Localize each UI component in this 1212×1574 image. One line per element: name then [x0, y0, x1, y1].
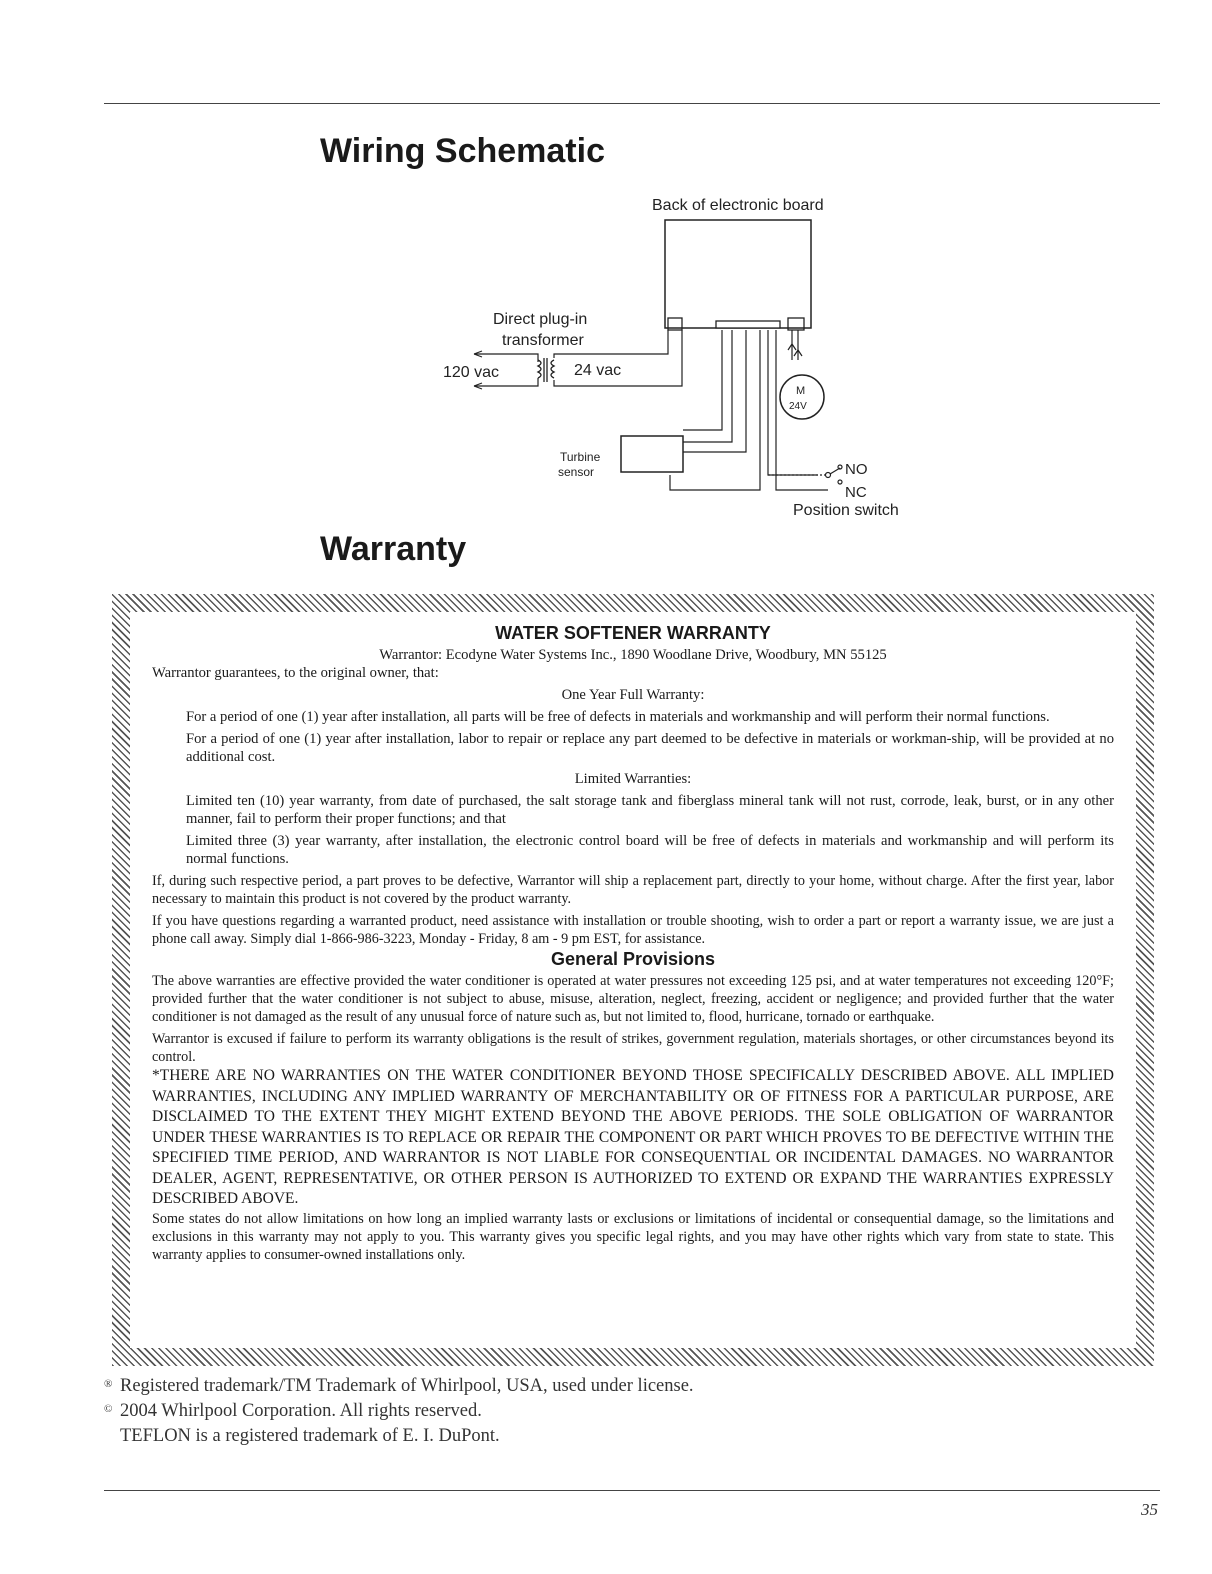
motor-icon: [780, 375, 824, 419]
one-year-title: One Year Full Warranty:: [561, 687, 705, 703]
trademark-footnote: [104, 1374, 694, 1399]
top-rule: [104, 103, 1160, 104]
general-provisions-text-1: The above warranties are effective provided the water conditioner is operated at water pressures not exceeding 125 psi, and at water temperatures not exceeding 120°F; provided further that the water conditioner is not subject to abuse, misuse, alteration, neglect, freezing, accident or negligence; and provided further that the water conditioner is not damaged as the result of any unusual force of nature such as, but not limited to, flood, hurricane, tornado or earthquake.: [152, 973, 1114, 1025]
one-year-parts: For a period of one (1) year after installation, all parts will be free of defects in materials and workmanship and will perform their normal functions.: [186, 709, 1050, 725]
bottom-rule: [104, 1490, 1160, 1491]
page-number: 35: [1141, 1500, 1158, 1519]
registered-symbol: ®: [104, 1378, 113, 1390]
motor-label-m: M: [796, 385, 806, 397]
switch-nc-label: NC: [845, 484, 867, 501]
board-label: Back of electronic board: [652, 197, 824, 214]
turbine-label-line-2: sensor: [558, 465, 595, 479]
teflon-footnote: [104, 1424, 694, 1449]
board-connector-center: [716, 321, 780, 328]
transformer-label-line-2: transformer: [502, 332, 584, 349]
transformer-coil-icon: [538, 358, 554, 382]
defective-part-text: If, during such respective period, a part proves to be defective, Warrantor will ship a replacement part, directly to your home, without charge. After the first year, labor necessary to maintain this product is not covered by the product warranty.: [152, 873, 1114, 907]
input-voltage-label: 120 vac: [443, 364, 500, 381]
warranty-disclaimer: *THERE ARE NO WARRANTIES ON THE WATER CONDITIONER BEYOND THOSE SPECIFICALLY DESCRIBED ABOVE. ALL IMPLIED WARRANTIES, INCLUDING ANY IMPLIED WARRANTY OF MERCHANTABILITY OR OF FITNESS FOR A PARTICULAR PURPOSE, ARE DISCLAIMED TO THE EXTENT THEY MIGHT EXTEND BEYOND THE ABOVE PERIODS. THE SOLE OBLIGATION OF WARRANTOR UNDER THESE WARRANTIES IS TO REPLACE OR REPAIR THE COMPONENT OR PART WHICH PROVES TO BE DEFECTIVE WITHIN THE SPECIFIED TIME PERIOD, AND WARRANTOR IS NOT LIABLE FOR CONSEQUENTIAL OR INCIDENTAL DAMAGES. NO WARRANTOR DEALER, AGENT, REPRESENTATIVE, OR OTHER PERSON IS AUTHORIZED TO EXTEND OR EXPAND THE WARRANTIES EXPRESSLY DESCRIBED ABOVE.: [152, 1067, 1114, 1207]
warranty-box: [112, 594, 1154, 1366]
copyright-symbol: ©: [104, 1403, 113, 1415]
motor-leads: [788, 330, 802, 360]
turbine-sensor-box: [621, 436, 683, 472]
state-rights-text: Some states do not allow limitations on how long an implied warranty lasts or exclusions or limitations of incidental or consequential damage, so the limitations and exclusions in this warranty may not apply to you. This warranty gives you specific legal rights, and you may have other rights which vary from state to state. This warranty applies to consumer-owned installations only.: [152, 1210, 1114, 1263]
electronic-board: [665, 220, 811, 328]
general-provisions-text-2: Warrantor is excused if failure to perform its warranty obligations is the result of strikes, government regulation, materials shortages, or other circumstances beyond its control.: [152, 1031, 1114, 1065]
guarantee-line: Warrantor guarantees, to the original owner, that:: [152, 665, 439, 681]
warranty-box-content: [130, 612, 1136, 1348]
wiring-schematic-title: Wiring Schematic: [320, 132, 605, 170]
wiring-schematic-diagram: [430, 190, 930, 520]
warranty-title: Warranty: [320, 530, 467, 568]
general-provisions-heading: General Provisions: [550, 949, 716, 969]
limited-three-year: Limited three (3) year warranty, after installation, the electronic control board will be free of defects in materials and workmanship and will perform its normal functions.: [186, 833, 1114, 867]
teflon-text: TEFLON is a registered trademark of E. I. DuPont.: [120, 1426, 500, 1446]
copyright-footnote: [104, 1399, 694, 1424]
output-voltage-label: 24 vac: [574, 362, 622, 379]
limited-ten-year: Limited ten (10) year warranty, from date of purchased, the salt storage tank and fiberglass mineral tank will not rust, corrode, leak, burst, or in any other manner, fail to perform their proper functions; and that: [186, 793, 1114, 827]
warranty-heading: WATER SOFTENER WARRANTY: [495, 623, 771, 643]
limited-title: Limited Warranties:: [574, 771, 692, 787]
transformer-label-line-1: Direct plug-in: [493, 311, 588, 328]
switch-no-label: NO: [845, 461, 868, 478]
turbine-label-line-1: Turbine: [560, 450, 601, 464]
questions-text: If you have questions regarding a warranted product, need assistance with installation or trouble shooting, wish to order a part or report a warranty issue, we are just a phone call away. Simply dial 1-866-986-3223, Monday - Friday, 8 am - 9 pm EST, for assistance.: [152, 913, 1114, 947]
footnotes: [104, 1374, 694, 1449]
copyright-text: 2004 Whirlpool Corporation. All rights reserved.: [120, 1401, 482, 1421]
motor-label-24v: 24V: [789, 401, 807, 412]
position-switch-label: Position switch: [793, 502, 899, 519]
trademark-text: Registered trademark/TM Trademark of Whirlpool, USA, used under license.: [120, 1376, 694, 1396]
one-year-labor: For a period of one (1) year after installation, labor to repair or replace any part deemed to be defective in materials or workman-ship, will be provided at no additional cost.: [186, 731, 1114, 765]
warrantor-line: Warrantor: Ecodyne Water Systems Inc., 1890 Woodlane Drive, Woodbury, MN 55125: [379, 647, 887, 663]
